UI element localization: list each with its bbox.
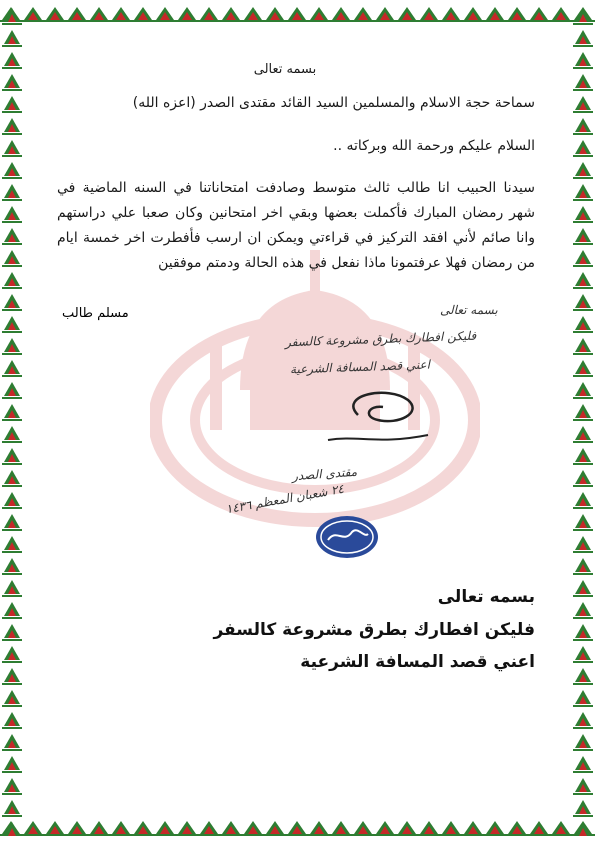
border-left — [2, 4, 22, 836]
typed-bismillah: بسمه تعالى — [437, 587, 535, 607]
border-bottom — [0, 818, 595, 836]
handwritten-reply-line: اعني قصد المسافة الشرعية — [289, 357, 431, 377]
handwritten-signature — [318, 385, 438, 465]
handwritten-date: ٢٤ شعبان المعظم ١٤٣٦ — [224, 481, 345, 517]
handwritten-name: مقتدى الصدر — [291, 464, 358, 484]
handwritten-reply-line: فليكن افطارك بطرق مشروعة كالسفر — [284, 328, 477, 350]
handwritten-bismillah: بسمه تعالى — [440, 303, 498, 317]
typed-reply-line: اعني قصد المسافة الشرعية — [300, 652, 535, 672]
office-seal-icon — [314, 514, 380, 560]
letter-sender: مسلم طالب — [62, 306, 129, 321]
letter-salutation: سماحة حجة الاسلام والمسلمين السيد القائد مقتدى الصدر (اعزه الله) — [132, 95, 535, 111]
letter-greeting: السلام عليكم ورحمة الله وبركاته .. — [333, 138, 535, 154]
border-right — [573, 4, 593, 836]
typed-reply-line: فليكن افطارك بطرق مشروعة كالسفر — [213, 620, 535, 640]
border-top — [0, 4, 595, 22]
letter-body: سيدنا الحبيب انا طالب ثالث متوسط وصادفت امتحاناتنا في السنه الماضية في شهر رمضان المبارك فأكملت بعضها وبقي اخر امتحانين وكان صعبا علي دراستهم وانا صائم لأني افقد التركيز في قراءتي ويمكن ان ارسب فأفطرت اخر خمسة ايام من رمضان فهلا عرفتمونا ماذا نفعل في هذه الحالة ودمتم موفقين — [57, 180, 535, 271]
letter-bismillah: بسمه تعالى — [253, 62, 317, 77]
